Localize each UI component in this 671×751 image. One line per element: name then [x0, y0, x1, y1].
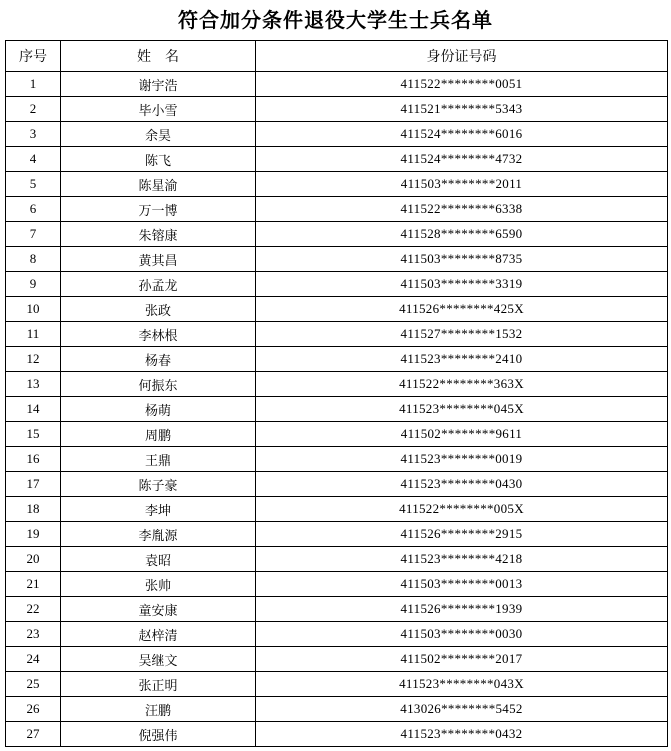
- table-row: [6, 147, 668, 172]
- serial-cell: 2: [6, 97, 61, 122]
- id-number-cell: 411502********9611: [256, 422, 668, 447]
- header-serial: 序号: [6, 41, 61, 72]
- serial-cell: 19: [6, 522, 61, 547]
- serial-cell: 15: [6, 422, 61, 447]
- name-cell: 黄其昌: [61, 247, 256, 272]
- serial-cell: 1: [6, 72, 61, 97]
- id-number-cell: 411523********0432: [256, 722, 668, 747]
- name-cell: 李林根: [61, 322, 256, 347]
- table-row: [6, 647, 668, 672]
- serial-cell: 4: [6, 147, 61, 172]
- veteran-student-table: [5, 40, 668, 747]
- table-row: [6, 372, 668, 397]
- name-cell: 陈星渝: [61, 172, 256, 197]
- serial-cell: 27: [6, 722, 61, 747]
- header-id-number: 身份证号码: [256, 41, 668, 72]
- serial-cell: 25: [6, 672, 61, 697]
- name-cell: 何振东: [61, 372, 256, 397]
- serial-cell: 6: [6, 197, 61, 222]
- serial-cell: 5: [6, 172, 61, 197]
- serial-cell: 21: [6, 572, 61, 597]
- id-number-cell: 411526********1939: [256, 597, 668, 622]
- name-cell: 袁昭: [61, 547, 256, 572]
- name-cell: 谢宇浩: [61, 72, 256, 97]
- name-cell: 周鹏: [61, 422, 256, 447]
- serial-cell: 26: [6, 697, 61, 722]
- table-row: [6, 597, 668, 622]
- id-number-cell: 411503********3319: [256, 272, 668, 297]
- id-number-cell: 411524********6016: [256, 122, 668, 147]
- table-row: [6, 222, 668, 247]
- name-cell: 陈子豪: [61, 472, 256, 497]
- table-row: [6, 172, 668, 197]
- id-number-cell: 411526********2915: [256, 522, 668, 547]
- table-row: [6, 247, 668, 272]
- serial-cell: 10: [6, 297, 61, 322]
- serial-cell: 20: [6, 547, 61, 572]
- table-row: [6, 72, 668, 97]
- name-cell: 毕小雪: [61, 97, 256, 122]
- table-row: [6, 472, 668, 497]
- name-cell: 吴继文: [61, 647, 256, 672]
- table-header-row: [6, 41, 668, 72]
- id-number-cell: 411524********4732: [256, 147, 668, 172]
- table-row: [6, 572, 668, 597]
- table-row: [6, 497, 668, 522]
- serial-cell: 3: [6, 122, 61, 147]
- id-number-cell: 411523********4218: [256, 547, 668, 572]
- name-cell: 李胤源: [61, 522, 256, 547]
- serial-cell: 23: [6, 622, 61, 647]
- id-number-cell: 411527********1532: [256, 322, 668, 347]
- name-cell: 汪鹏: [61, 697, 256, 722]
- table-row: [6, 522, 668, 547]
- table-row: [6, 622, 668, 647]
- table-row: [6, 272, 668, 297]
- serial-cell: 9: [6, 272, 61, 297]
- name-cell: 张政: [61, 297, 256, 322]
- table-row: [6, 197, 668, 222]
- id-number-cell: 411503********0030: [256, 622, 668, 647]
- table-row: [6, 297, 668, 322]
- name-cell: 万一博: [61, 197, 256, 222]
- serial-cell: 12: [6, 347, 61, 372]
- name-cell: 杨春: [61, 347, 256, 372]
- id-number-cell: 411503********0013: [256, 572, 668, 597]
- serial-cell: 17: [6, 472, 61, 497]
- table-row: [6, 397, 668, 422]
- name-cell: 童安康: [61, 597, 256, 622]
- table-row: [6, 672, 668, 697]
- table-row: [6, 97, 668, 122]
- name-cell: 杨萌: [61, 397, 256, 422]
- id-number-cell: 411523********0019: [256, 447, 668, 472]
- serial-cell: 13: [6, 372, 61, 397]
- id-number-cell: 413026********5452: [256, 697, 668, 722]
- table-row: [6, 722, 668, 747]
- id-number-cell: 411503********8735: [256, 247, 668, 272]
- table-row: [6, 322, 668, 347]
- name-cell: 张正明: [61, 672, 256, 697]
- id-number-cell: 411502********2017: [256, 647, 668, 672]
- id-number-cell: 411523********2410: [256, 347, 668, 372]
- id-number-cell: 411503********2011: [256, 172, 668, 197]
- id-number-cell: 411528********6590: [256, 222, 668, 247]
- page-title: 符合加分条件退役大学生士兵名单: [178, 8, 493, 32]
- serial-cell: 7: [6, 222, 61, 247]
- serial-cell: 22: [6, 597, 61, 622]
- name-cell: 李坤: [61, 497, 256, 522]
- table-row: [6, 447, 668, 472]
- header-name: 姓 名: [61, 41, 256, 72]
- table-row: [6, 422, 668, 447]
- name-cell: 陈飞: [61, 147, 256, 172]
- name-cell: 余昊: [61, 122, 256, 147]
- name-cell: 张帅: [61, 572, 256, 597]
- table-row: [6, 122, 668, 147]
- serial-cell: 14: [6, 397, 61, 422]
- name-cell: 王鼎: [61, 447, 256, 472]
- id-number-cell: 411526********425X: [256, 297, 668, 322]
- serial-cell: 11: [6, 322, 61, 347]
- id-number-cell: 411522********363X: [256, 372, 668, 397]
- table-row: [6, 347, 668, 372]
- name-cell: 朱镕康: [61, 222, 256, 247]
- id-number-cell: 411522********005X: [256, 497, 668, 522]
- serial-cell: 24: [6, 647, 61, 672]
- name-cell: 孙孟龙: [61, 272, 256, 297]
- table-body: [6, 72, 668, 747]
- id-number-cell: 411523********0430: [256, 472, 668, 497]
- name-cell: 倪强伟: [61, 722, 256, 747]
- table-row: [6, 547, 668, 572]
- table-row: [6, 697, 668, 722]
- serial-cell: 18: [6, 497, 61, 522]
- id-number-cell: 411522********6338: [256, 197, 668, 222]
- serial-cell: 8: [6, 247, 61, 272]
- id-number-cell: 411523********043X: [256, 672, 668, 697]
- name-cell: 赵梓清: [61, 622, 256, 647]
- serial-cell: 16: [6, 447, 61, 472]
- id-number-cell: 411521********5343: [256, 97, 668, 122]
- id-number-cell: 411522********0051: [256, 72, 668, 97]
- id-number-cell: 411523********045X: [256, 397, 668, 422]
